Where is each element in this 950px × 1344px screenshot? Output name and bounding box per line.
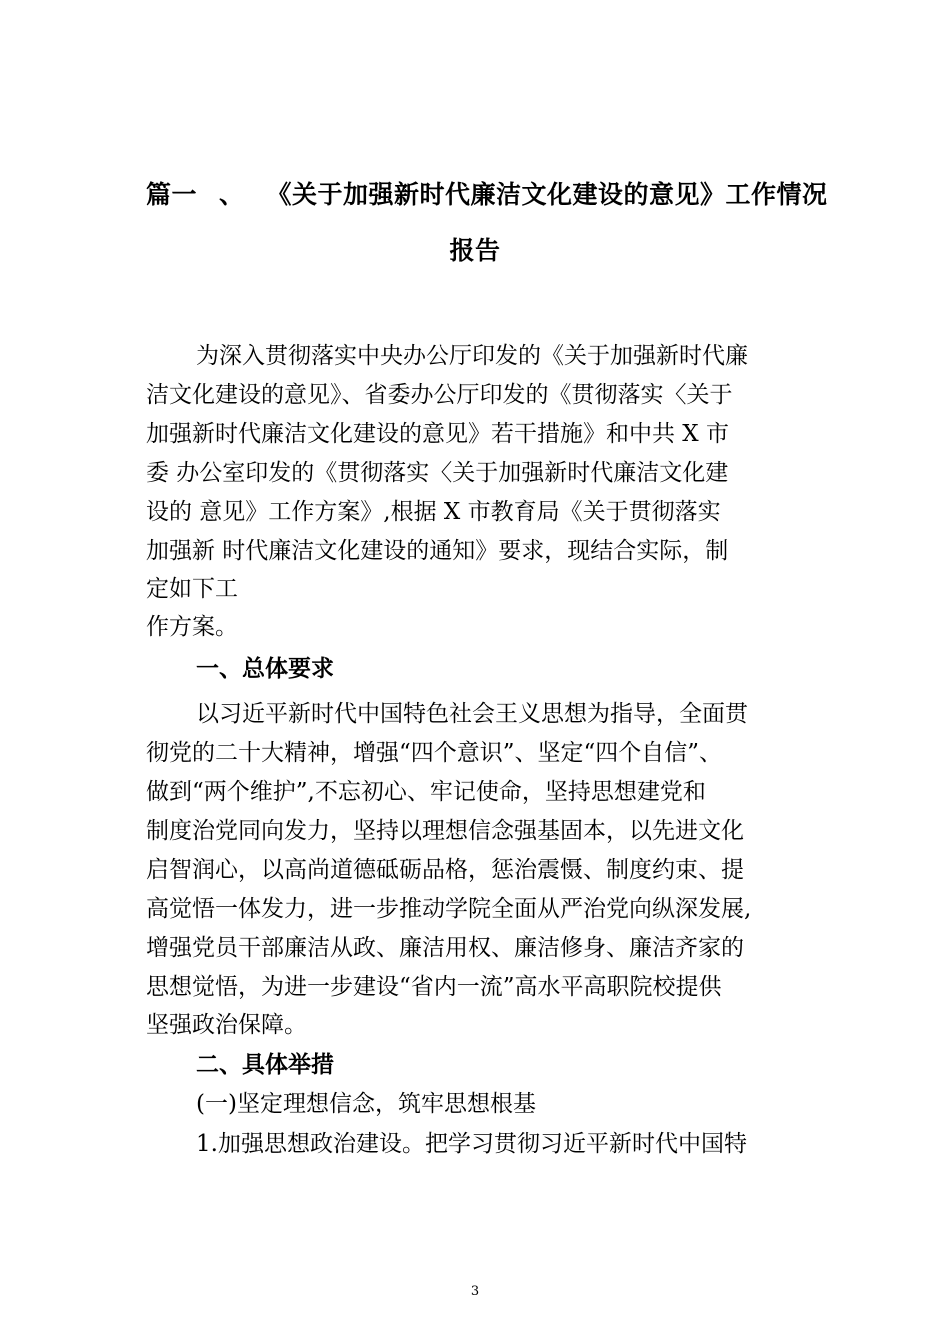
section1-line: 以习近平新时代中国特色社会王义思想为指导，全面贯 xyxy=(196,701,748,727)
section1-line: 制度治党同向发力，坚持以理想信念强基固本，以先进文化 xyxy=(146,818,744,844)
list-item: 1.加强思想政治建设。把学习贯彻习近平新时代中国特 xyxy=(196,1131,747,1157)
section1-line: 坚强政治保障。 xyxy=(146,1012,307,1038)
intro-line: 加强新时代廉洁文化建设的意见》若干措施》和中共 X 市 xyxy=(146,421,729,447)
section1-line: 彻党的二十大精神，增强“四个意识”、坚定“四个自信”、 xyxy=(146,740,723,766)
section-heading-overall-requirements: 一、总体要求 xyxy=(196,656,334,682)
intro-line: 委 办公室印发的《贯彻落实〈关于加强新时代廉洁文化建 xyxy=(146,460,729,486)
section1-line: 增强党员干部廉洁从政、廉洁用权、廉洁修身、廉洁齐家的 xyxy=(146,935,744,961)
intro-line: 洁文化建设的意见》、省委办公厅印发的《贯彻落实〈关于 xyxy=(146,382,733,408)
section1-line: 思想觉悟，为进一步建设“省内一流”高水平高职院校提供 xyxy=(146,974,722,1000)
document-title-line-1 xyxy=(146,180,828,210)
intro-line: 为深入贯彻落实中央办公厅印发的《关于加强新时代廉 xyxy=(196,343,748,369)
intro-line: 定如下工 xyxy=(146,576,238,602)
section-heading-specific-measures: 二、具体举措 xyxy=(196,1052,334,1078)
document-title-line-2: 报告 xyxy=(449,236,501,265)
intro-line: 设的 意见》工作方案》,根据 X 市教育局《关于贯彻落实 xyxy=(146,499,721,525)
intro-line: 加强新 时代廉洁文化建设的通知》要求，现结合实际，制 xyxy=(146,538,729,564)
section1-line: 做到“两个维护”,不忘初心、牢记使命，坚持思想建党和 xyxy=(146,779,706,805)
title-part-2: 、 xyxy=(219,180,245,209)
intro-line: 作方案。 xyxy=(146,614,238,640)
section1-line: 高觉悟一体发力，进一步推动学院全面从严治党向纵深发展, xyxy=(146,896,752,922)
subsection-heading: (一)坚定理想信念，筑牢思想根基 xyxy=(196,1091,536,1117)
page-number: 3 xyxy=(470,1284,480,1299)
title-part-3: 《关于加强新时代廉洁文化建设的意见》工作情况 xyxy=(266,180,828,209)
section1-line: 启智润心，以高尚道德砥砺品格，惩治震慑、制度约束、提 xyxy=(146,857,744,883)
title-part-1: 篇一 xyxy=(146,180,198,209)
